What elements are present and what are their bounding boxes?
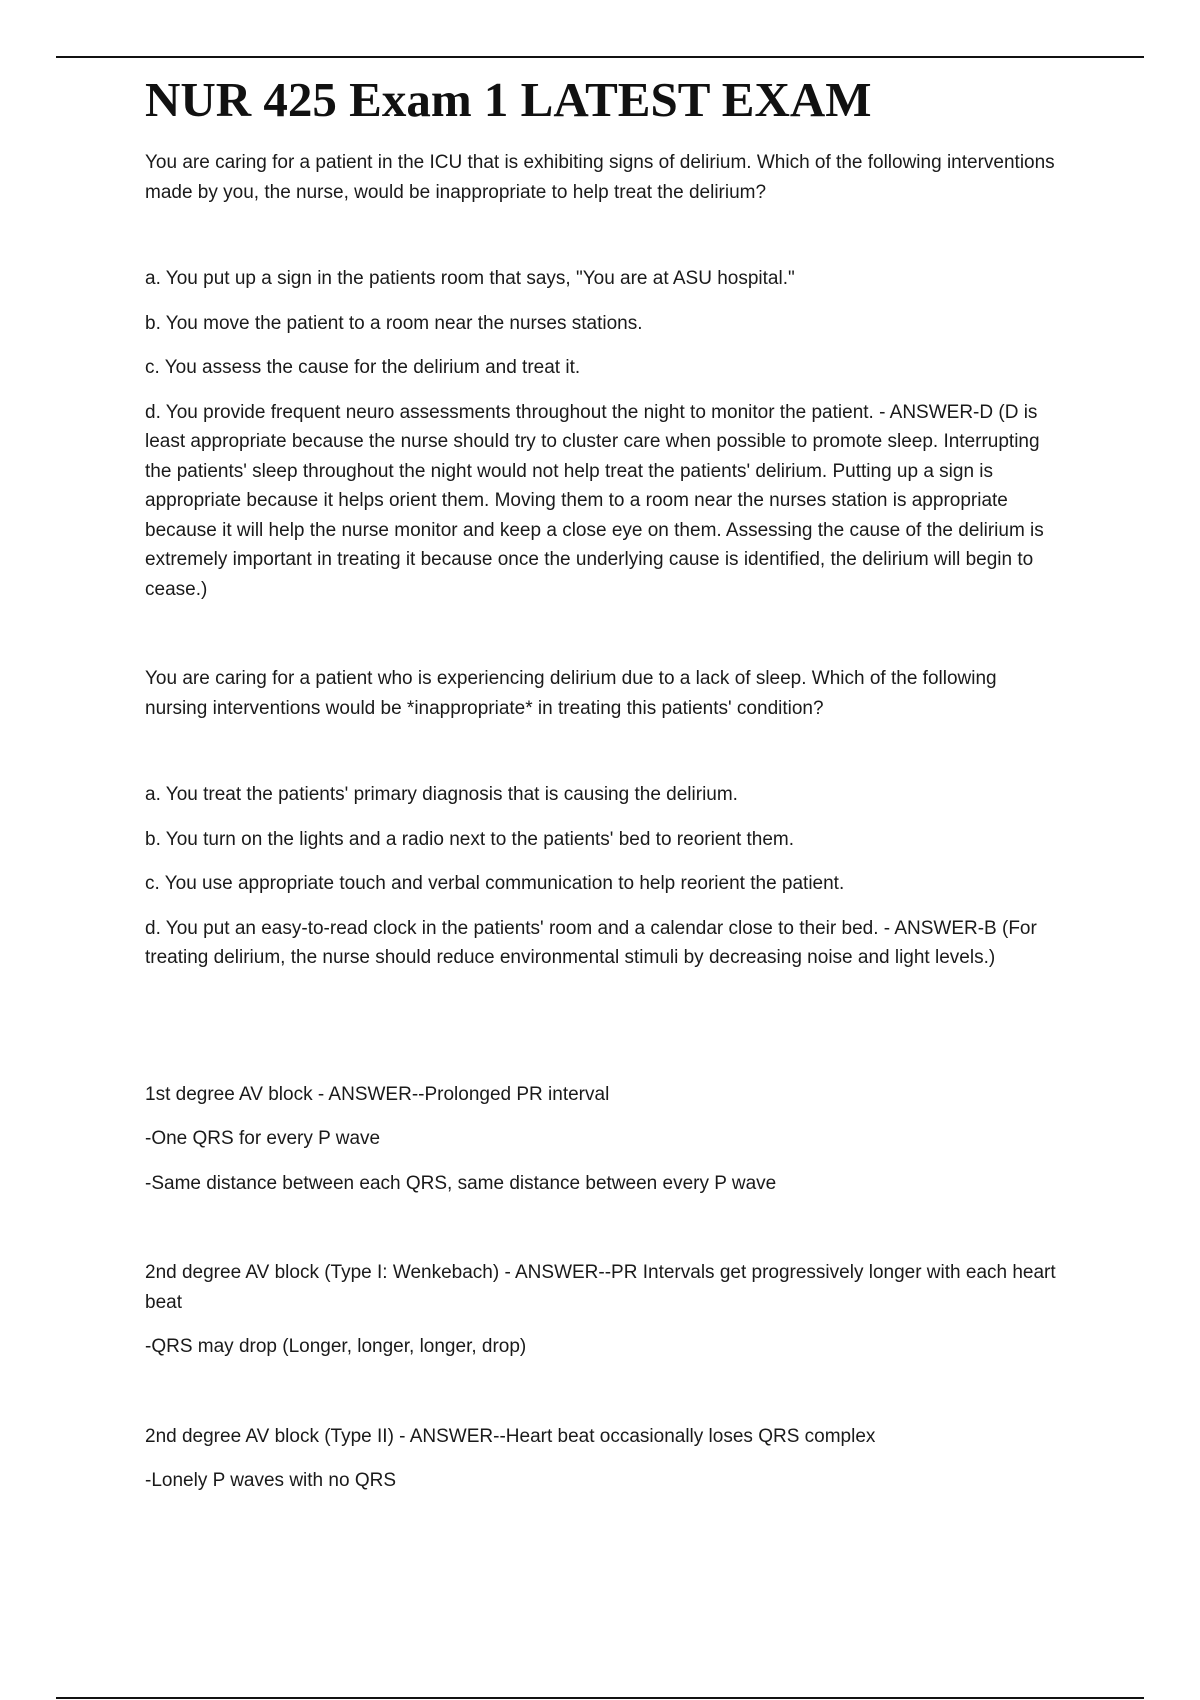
first-degree-note: -Same distance between each QRS, same distance between every P wave — [145, 1172, 777, 1194]
question-1-option-c: c. You assess the cause for the delirium and treat it. — [145, 357, 581, 378]
second-degree-type-2-term: 2nd degree AV block (Type II) - ANSWER--Heart beat occasionally loses QRS complex — [145, 1425, 876, 1447]
question-1-option-d-answer: d. You provide frequent neuro assessments throughout the night to monitor the patient. - ANSWER-D (D is least appropriate because the nurse should try to cluster care when possible to promote sleep. Interrupting the patients' sleep throughout the night would not help treat the patients' delirium. Putting up a sign is appropriate because it helps orient them. Moving them to a room near the nurses station is appropriate because it will help the nurse monitor and keep a close eye on them. Assessing the cause of the delirium is extremely important in treating it because once the underlying cause is identified, the delirium will begin to cease.) — [145, 401, 1044, 600]
question-2-prompt: You are caring for a patient who is experiencing delirium due to a lack of sleep. Which of the following nursing interventions would be *inappropriate* in treating this patients' condition? — [145, 668, 997, 719]
first-degree-av-block-term: 1st degree AV block - ANSWER--Prolonged PR interval — [145, 1083, 610, 1105]
question-1-prompt: You are caring for a patient in the ICU that is exhibiting signs of delirium. Which of the following interventions made by you, the nurse, would be inappropriate to help treat the delirium? — [145, 152, 1055, 203]
second-degree-type-1-note: -QRS may drop (Longer, longer, longer, drop) — [145, 1336, 527, 1357]
document-page — [145, 70, 1060, 1496]
question-2-option-d-answer: d. You put an easy-to-read clock in the patients' room and a calendar close to their bed. - ANSWER-B (For treating delirium, the nurse should reduce environmental stimuli by decreasing noise and light levels.) — [145, 917, 1037, 968]
top-divider — [56, 56, 1144, 58]
bottom-divider — [56, 1697, 1144, 1699]
first-degree-note: -One QRS for every P wave — [145, 1128, 381, 1149]
second-degree-type-2-note: -Lonely P waves with no QRS — [145, 1470, 396, 1491]
second-degree-type-1-term: 2nd degree AV block (Type I: Wenkebach) - ANSWER--PR Intervals get progressively longer with each heart beat — [145, 1262, 1056, 1313]
question-1-option-a: a. You put up a sign in the patients room that says, "You are at ASU hospital." — [145, 268, 795, 289]
document-title: NUR 425 Exam 1 LATEST EXAM — [145, 72, 872, 127]
question-2-option-c: c. You use appropriate touch and verbal communication to help reorient the patient. — [145, 873, 845, 894]
question-2-option-a: a. You treat the patients' primary diagnosis that is causing the delirium. — [145, 784, 738, 805]
question-2-option-b: b. You turn on the lights and a radio next to the patients' bed to reorient them. — [145, 828, 795, 850]
question-1-option-b: b. You move the patient to a room near the nurses stations. — [145, 312, 643, 334]
